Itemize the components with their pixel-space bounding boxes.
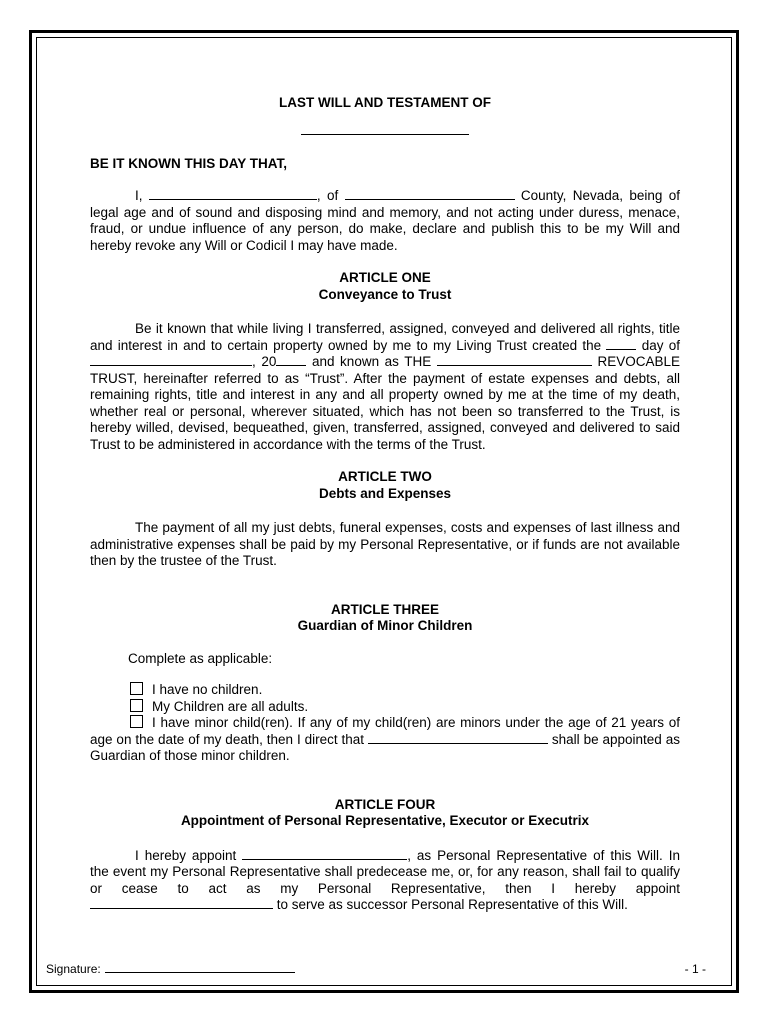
minor-children-text: I have minor child(ren). If any of my child(ren) are minors under the age of 21 years of age on the date of my death, then I direct that <box>90 715 680 747</box>
article-four-heading: ARTICLE FOUR <box>334 796 436 812</box>
document-body <box>90 95 680 914</box>
article-one-subheading: Conveyance to Trust <box>318 286 452 302</box>
article-four-text-2: , as Personal Representative of this Will. In the event my Personal Representative shall predecease me, or, for any reason, shall fail to qualify or cease to act as my Personal Representative, then I hereby appoint <box>90 847 680 896</box>
article-one-text-3: , 20 <box>252 354 277 369</box>
children-checklist <box>90 682 680 765</box>
article-three-heading: ARTICLE THREE <box>331 601 439 617</box>
intro-paragraph <box>90 188 680 254</box>
signature-label: Signature: <box>46 962 101 976</box>
article-four-subheading: Appointment of Personal Representative, Executor or Executrix <box>180 813 590 828</box>
page-footer <box>46 962 706 976</box>
known-heading: BE IT KNOWN THIS DAY THAT, <box>90 155 288 171</box>
trust-month-field[interactable] <box>90 354 252 366</box>
document-title: LAST WILL AND TESTAMENT OF <box>279 95 491 110</box>
intro-county-text: County, Nevada, being of legal age and of sound and disposing mind and memory, and not acting under duress, menace, fraud, or undue influence of any person, do make, declare and publish this to be my Will and hereby revoke any Will or Codicil I may have made. <box>90 188 680 253</box>
article-four-paragraph <box>90 848 680 914</box>
article-four-text-3: to serve as successor Personal Representative of this Will. <box>276 897 628 912</box>
personal-representative-field[interactable] <box>242 848 407 860</box>
option-no-children <box>90 682 680 699</box>
complete-instruction: Complete as applicable: <box>128 650 273 666</box>
article-two-subheading: Debts and Expenses <box>318 485 452 501</box>
name-field[interactable] <box>149 188 317 200</box>
county-field[interactable] <box>345 188 515 200</box>
no-children-label: I have no children. <box>152 682 263 697</box>
no-children-checkbox[interactable] <box>130 682 143 695</box>
article-one-text-2: day of <box>641 337 680 353</box>
testator-name-field[interactable] <box>301 134 469 135</box>
article-one-paragraph <box>90 321 680 453</box>
intro-of: , of <box>316 188 339 203</box>
article-one-text-4: and known as THE <box>311 354 432 369</box>
option-minor-children <box>90 715 680 765</box>
page-number: - 1 - <box>684 962 706 976</box>
article-one-heading: ARTICLE ONE <box>339 270 431 285</box>
successor-representative-field[interactable] <box>90 897 273 909</box>
guardian-name-field[interactable] <box>368 732 548 744</box>
option-adult-children <box>90 699 680 716</box>
signature-field[interactable] <box>105 962 295 973</box>
trust-name-field[interactable] <box>437 354 592 366</box>
article-four-text-1: I hereby appoint <box>135 847 237 863</box>
trust-year-field[interactable] <box>276 354 306 366</box>
trust-day-field[interactable] <box>606 338 636 350</box>
minor-children-text-2: shall be appointed as Guardian of those minor children. <box>90 731 680 763</box>
adult-children-label: My Children are all adults. <box>152 698 309 714</box>
adult-children-checkbox[interactable] <box>130 699 143 712</box>
article-two-paragraph: The payment of all my just debts, funeral expenses, costs and expenses of last illness and administrative expenses shall be paid by my Personal Representative, or if funds are not available then by the trustee of the Trust. <box>90 520 680 568</box>
minor-children-checkbox[interactable] <box>130 715 143 728</box>
article-two-heading: ARTICLE TWO <box>338 469 432 484</box>
intro-i: I, <box>135 188 143 203</box>
article-one-text-5: REVOCABLE TRUST, hereinafter referred to as “Trust”. After the payment of estate expenses and debts, all remaining rights, title and interest in any and all property owned by me at the time of my death, whether real or personal, wherever situated, which has not been so transferred to the Trust, is hereby willed, devised, bequeathed, given, transferred, assigned, conveyed and delivered to said Trust to be administered in accordance with the terms of the Trust. <box>90 354 680 452</box>
article-three-subheading: Guardian of Minor Children <box>297 618 473 633</box>
article-one-text-1: Be it known that while living I transferred, assigned, conveyed and delivered all rights, title and interest in and to certain property owned by me to my Living Trust created the <box>90 321 680 353</box>
